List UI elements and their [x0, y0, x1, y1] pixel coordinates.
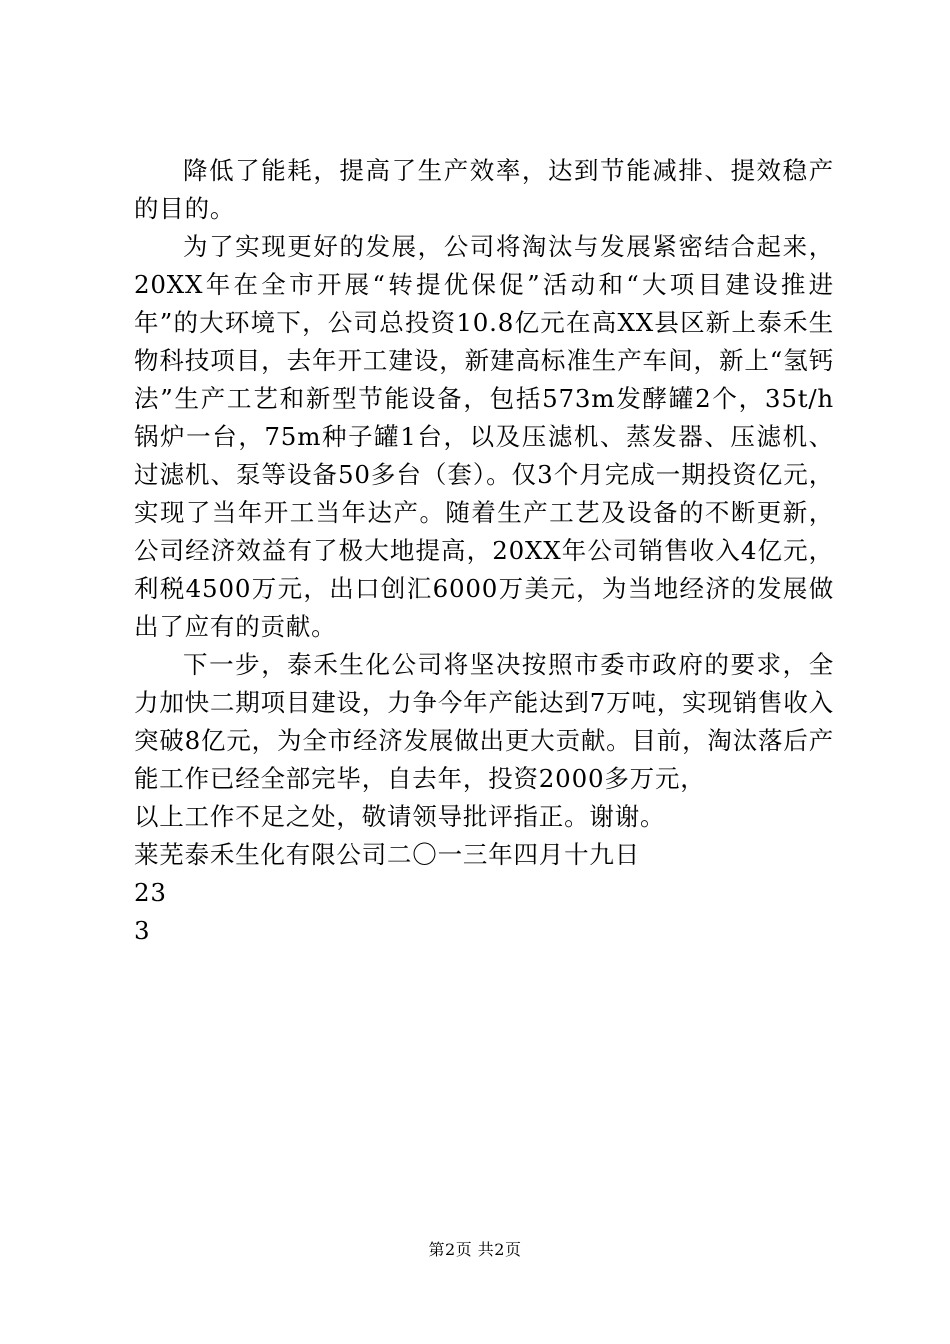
- document-body: [134, 152, 834, 950]
- paragraph-development: 为了实现更好的发展，公司将淘汰与发展紧密结合起来，20XX年在全市开展“转提优保促”活动和“大项目建设推进年”的大环境下，公司总投资10.8亿元在高XX县区新上泰禾生物科技项目，去年开工建设，新建高标准生产车间，新上“氢钙法”生产工艺和新型节能设备，包括573m发酵罐2个，35t/h锅炉一台，75m种子罐1台，以及压滤机、蒸发器、压滤机、过滤机、泵等设备50多台（套）。仅3个月完成一期投资亿元，实现了当年开工当年达产。随着生产工艺及设备的不断更新，公司经济效益有了极大地提高，20XX年公司销售收入4亿元，利税4500万元，出口创汇6000万美元，为当地经济的发展做出了应有的贡献。: [134, 232, 834, 641]
- paragraph-energy-saving: 降低了能耗，提高了生产效率，达到节能减排、提效稳产的目的。: [134, 156, 834, 223]
- paragraph-next-steps: 下一步，泰禾生化公司将坚决按照市委市政府的要求，全力加快二期项目建设，力争今年产能达到7万吨，实现销售收入突破8亿元，为全市经济发展做出更大贡献。目前，淘汰落后产能工作已经全部完毕，自去年，投资2000多万元，: [134, 650, 835, 793]
- page-indicator: 第2页 共2页: [428, 1240, 522, 1259]
- page-footer: [0, 1239, 950, 1261]
- stray-number-3: 3: [134, 916, 151, 945]
- closing-remark: 以上工作不足之处，敬请领导批评指正。谢谢。: [134, 802, 666, 831]
- signature-line: 莱芜泰禾生化有限公司二〇一三年四月十九日: [134, 840, 640, 869]
- stray-number-23: 23: [134, 878, 167, 907]
